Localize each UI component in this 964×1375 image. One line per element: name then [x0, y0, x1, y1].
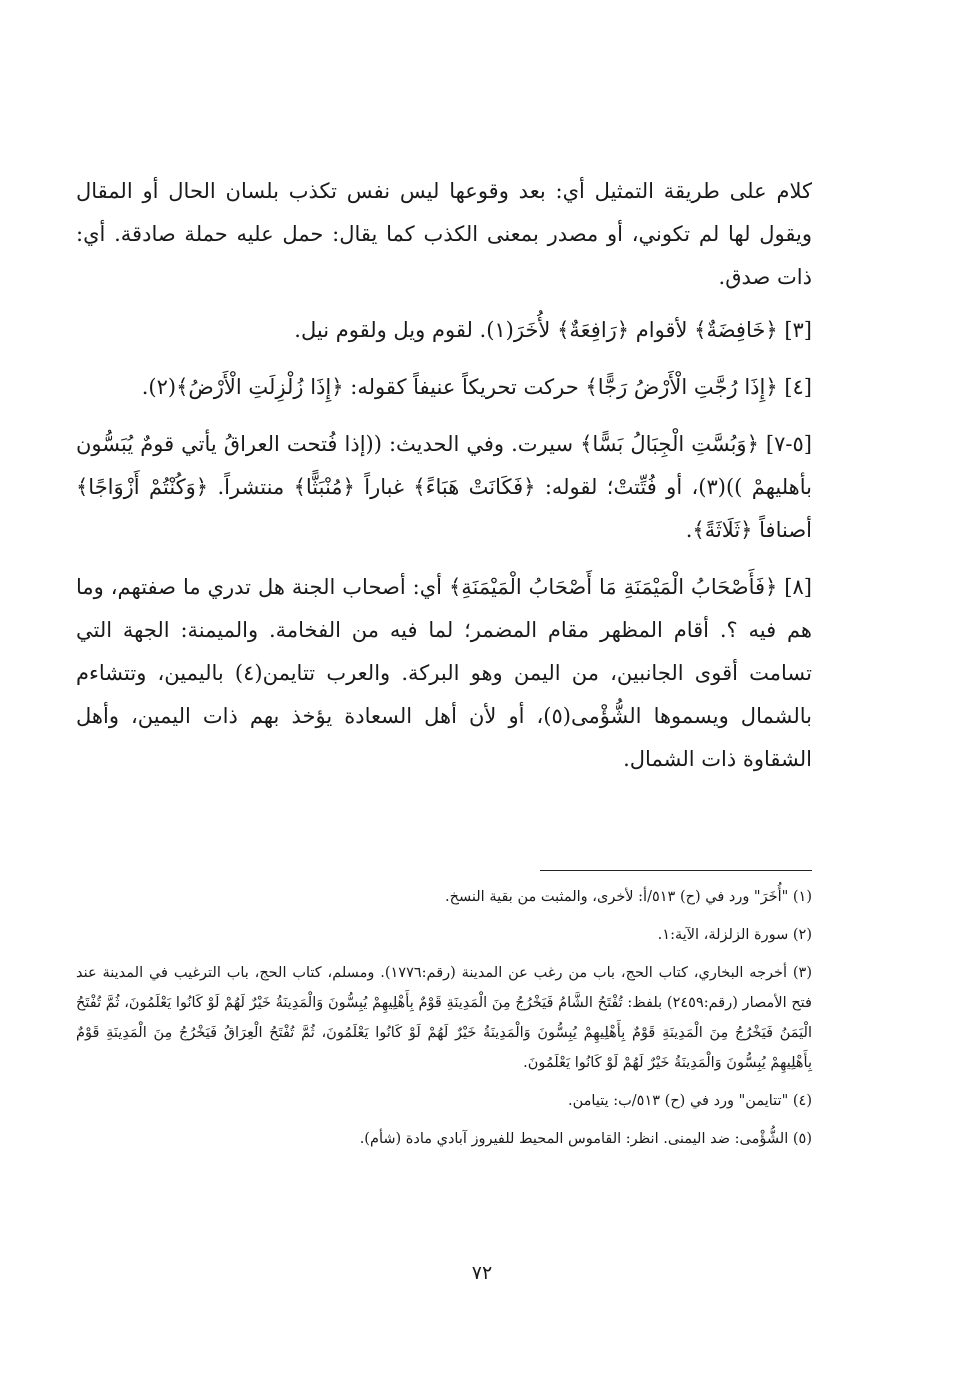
footnote-3: (٣) أخرجه البخاري، كتاب الحج، باب من رغب عن المدينة (رقم:١٧٧٦). ومسلم، كتاب الحج، باب الترغيب في المدينة عند فتح الأمصار (رقم:٢٤٥٩) بلفظ: تُفْتَحُ الشَّامُ فَيَخْرُجُ مِنَ الْمَدِينَةِ قَوْمٌ بِأَهْلِيهِمْ يُبِسُّونَ وَالْمَدِينَةُ خَيْرٌ لَهُمْ لَوْ كَانُوا يَعْلَمُونَ، ثُمَّ تُفْتَحُ الْيَمَنُ فَيَخْرُجُ مِنَ الْمَدِينَةِ قَوْمٌ بِأَهْلِيهِمْ يُبِسُّونَ وَالْمَدِينَةُ خَيْرٌ لَهُمْ لَوْ كَانُوا يَعْلَمُونَ، ثُمَّ تُفْتَحُ الْعِرَاقُ فَيَخْرُجُ مِنَ الْمَدِينَةِ قَوْمٌ بِأَهْلِيهِمْ يُبِسُّونَ وَالْمَدِينَةُ خَيْرٌ لَهُمْ لَوْ كَانُوا يَعْلَمُونَ. [76, 965, 812, 1071]
footnote-5: (٥) الشُّؤْمى: ضد اليمنى. انظر: القاموس المحيط للفيروز آبادي مادة (شأم). [359, 1131, 812, 1147]
footnotes [76, 882, 812, 1162]
footnote-1: (١) "أُخَرَ" ورد في (ح) ٥١٣/أ: لأخرى، والمثبت من بقية النسخ. [444, 889, 812, 905]
footnote-2: (٢) سورة الزلزلة، الآية:١. [657, 927, 812, 943]
page-number: ٧٢ [471, 1262, 493, 1284]
footnote-4: (٤) "تتايمن" ورد في (ح) ٥١٣/ب: يتيامن. [568, 1093, 812, 1109]
paragraph-verse-5-7: [٥-٧] ﴿وَبُسَّتِ الْجِبَالُ بَسًّا﴾ سيرت. وفي الحديث: ((إذا فُتحت العراقُ يأتي قومٌ يُبَسُّون بأهليهمْ ))(٣)، أو فُتِّتتْ؛ لقوله: ﴿فَكَانَتْ هَبَاءً﴾ غباراً ﴿مُنْبَثًّا﴾ منتشراً. ﴿وَكُنْتُمْ أَزْوَاجًا﴾ أصنافاً ﴿ثَلَاثَةً﴾. [76, 432, 812, 542]
paragraph-verse-3: [٣] ﴿خَافِضَةٌ﴾ لأقوام ﴿رَافِعَةٌ﴾ لأُخَرَ(١). لقوم ويل ولقوم نيل. [294, 318, 812, 342]
paragraph-verse-8: [٨] ﴿فَأَصْحَابُ الْمَيْمَنَةِ مَا أَصْحَابُ الْمَيْمَنَةِ﴾ أي: أصحاب الجنة هل تدري ما صفتهم، وما هم فيه ؟. أقام المظهر مقام المضمر؛ لما فيه من الفخامة. والميمنة: الجهة التي تسامت أقوى الجانبين، من اليمن وهو البركة. والعرب تتايمن(٤) باليمين، وتتشاءم بالشمال ويسموها الشُّؤْمى(٥)، أو لأن أهل السعادة يؤخذ بهم ذات اليمين، وأهل الشقاوة ذات الشمال. [76, 575, 812, 771]
paragraph-intro: كلام على طريقة التمثيل أي: بعد وقوعها ليس نفس تكذب بلسان الحال أو المقال ويقول لها لم تكوني، أو مصدر بمعنى الكذب كما يقال: حمل عليه حملة صادقة. أي: ذات صدق. [76, 179, 812, 289]
main-text [76, 170, 812, 795]
footnote-divider [540, 870, 812, 871]
paragraph-verse-4: [٤] ﴿إِذَا رُجَّتِ الْأَرْضُ رَجًّا﴾ حركت تحريكاً عنيفاً كقوله: ﴿إِذَا زُلْزِلَتِ الْأَرْضُ﴾(٢). [141, 375, 812, 399]
